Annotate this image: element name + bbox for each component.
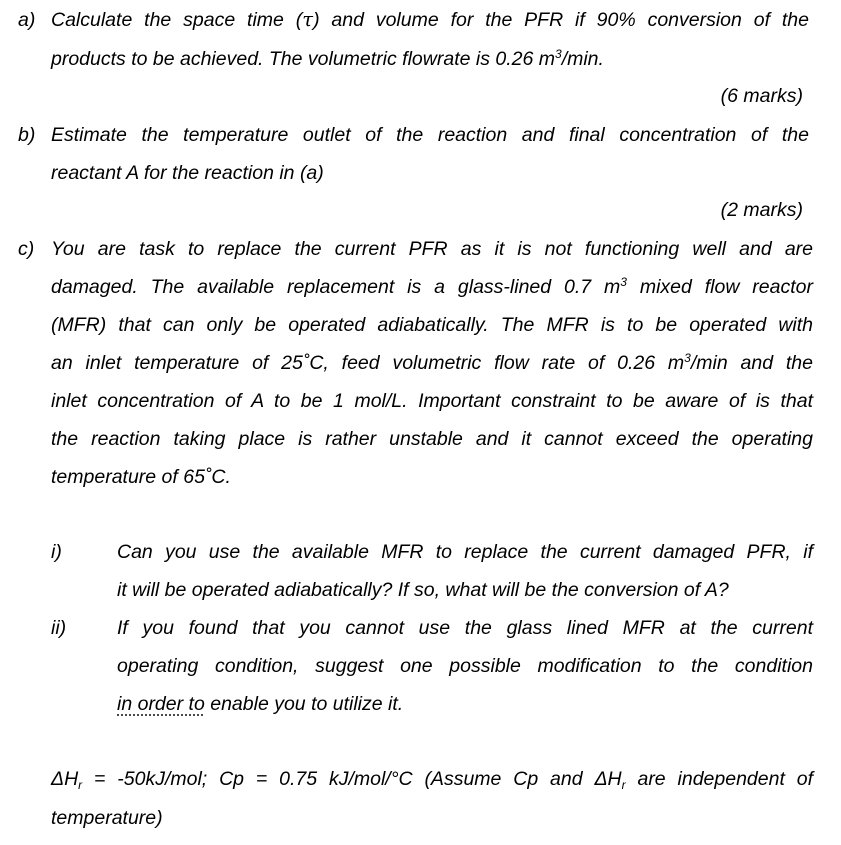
- part-a-marks: (6 marks): [720, 85, 803, 107]
- part-c-label: c): [18, 238, 35, 260]
- part-c-line-4-start: an inlet temperature of 25˚C, feed volumetric flow rate of 0.26 m: [51, 352, 685, 374]
- enthalpy-subscript: r: [78, 778, 83, 792]
- tau-symbol: τ: [302, 8, 314, 31]
- part-c-line-4: [51, 351, 813, 375]
- sub-ii-line-2: operating condition, suggest one possible modification to the condition: [117, 655, 813, 677]
- sub-i-label: i): [51, 541, 62, 563]
- cubic-superscript: 3: [684, 351, 691, 365]
- part-c-line-5: inlet concentration of A to be 1 mol/L. Important constraint to be aware of is that: [51, 390, 813, 412]
- part-a-line-1-end: ) and volume for the PFR if 90% conversion of the: [313, 9, 809, 31]
- part-a-line-2: [51, 47, 604, 71]
- enthalpy-symbol: ΔH: [594, 768, 622, 790]
- part-c-line-6: the reaction taking place is rather unstable and it cannot exceed the operating: [51, 428, 813, 450]
- part-b-marks: (2 marks): [720, 199, 803, 221]
- sub-ii-line-1: If you found that you cannot use the glass lined MFR at the current: [117, 617, 813, 639]
- part-b-line-1: Estimate the temperature outlet of the reaction and final concentration of the: [51, 124, 809, 146]
- cubic-superscript: 3: [555, 47, 562, 61]
- part-a-line-2-end: /min.: [561, 48, 604, 70]
- enthalpy-symbol: ΔH: [51, 768, 79, 790]
- part-c-line-4-end: /min and the: [690, 352, 813, 374]
- given-line-1-end: are independent of: [625, 768, 813, 790]
- part-b-label: b): [18, 124, 36, 146]
- cubic-superscript: 3: [620, 275, 627, 289]
- sub-i-line-2: it will be operated adiabatically? If so, what will be the conversion of A?: [117, 579, 729, 601]
- sub-i-line-1: Can you use the available MFR to replace the current damaged PFR, if: [117, 541, 813, 563]
- sub-ii-line-3: [117, 692, 403, 716]
- part-a-line-1: [51, 8, 809, 32]
- part-c-line-7: temperature of 65˚C.: [51, 466, 231, 488]
- part-c-line-2-end: mixed flow reactor: [626, 276, 813, 298]
- part-c-line-1: You are task to replace the current PFR as it is not functioning well and are: [51, 238, 813, 260]
- sub-ii-label: ii): [51, 617, 67, 639]
- given-values: = -50kJ/mol; Cp = 0.75 kJ/mol/°C (Assume Cp and: [82, 768, 595, 790]
- enthalpy-subscript: r: [621, 778, 626, 792]
- given-line-2: temperature): [51, 807, 163, 829]
- given-line-1: [51, 767, 813, 791]
- part-a-line-1-start: Calculate the space time (: [51, 9, 303, 31]
- part-b-line-2: reactant A for the reaction in (a): [51, 162, 324, 184]
- part-c-line-3: (MFR) that can only be operated adiabatically. The MFR is to be operated with: [51, 314, 813, 336]
- part-c-line-2: [51, 275, 813, 299]
- part-a-line-2-start: products to be achieved. The volumetric flowrate is 0.26 m: [51, 48, 555, 70]
- part-c-line-2-start: damaged. The available replacement is a glass-lined 0.7 m: [51, 276, 621, 298]
- spelling-flagged-phrase: in order to: [117, 693, 205, 715]
- part-a-label: a): [18, 9, 36, 31]
- sub-ii-line-3-end: enable you to utilize it.: [204, 693, 404, 715]
